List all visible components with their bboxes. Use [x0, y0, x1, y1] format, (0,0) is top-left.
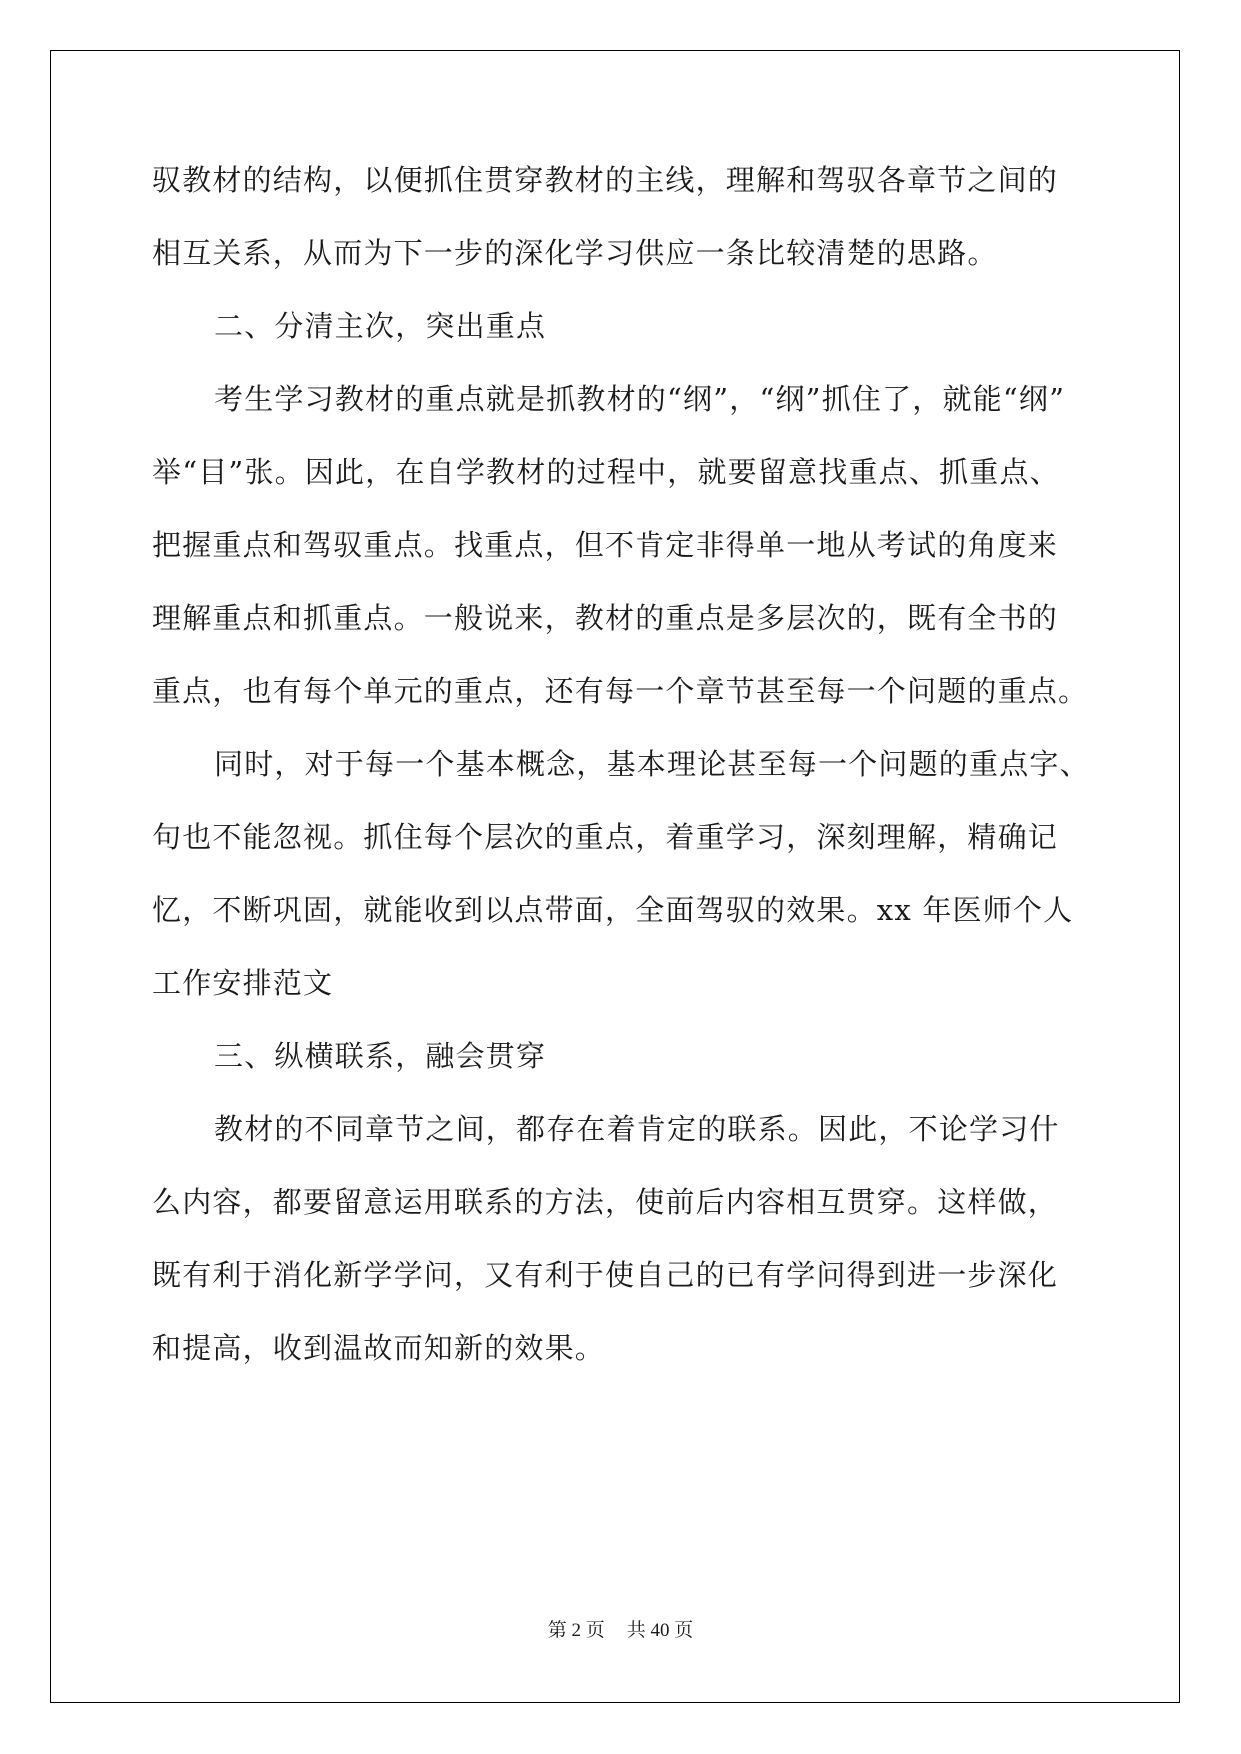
- body-line: 工作安排范文: [152, 966, 334, 1000]
- body-line: 同时，对于每一个基本概念，基本理论甚至每一个问题的重点字、: [214, 747, 1090, 781]
- body-line: 举“目”张。因此，在自学教材的过程中，就要留意找重点、抓重点、: [152, 455, 1060, 489]
- body-line: 把握重点和驾驭重点。找重点，但不肯定非得单一地从考试的角度来: [152, 528, 1059, 562]
- body-line: 么内容，都要留意运用联系的方法，使前后内容相互贯穿。这样做，: [152, 1185, 1059, 1219]
- total-pages: 共 40 页: [626, 1620, 694, 1641]
- page-footer: [0, 1615, 1241, 1642]
- body-line: 教材的不同章节之间，都存在着肯定的联系。因此，不论学习什: [214, 1112, 1060, 1146]
- section-heading: 三、纵横联系，融会贯穿: [214, 1039, 547, 1073]
- body-line: 既有利于消化新学学问，又有利于使自己的已有学问得到进一步深化: [152, 1258, 1059, 1292]
- body-line: 忆，不断巩固，就能收到以点带面，全面驾驭的效果。xx 年医师个人: [152, 893, 1074, 927]
- page-number: 第 2 页: [547, 1620, 605, 1641]
- body-line: 考生学习教材的重点就是抓教材的“纲”，“纲”抓住了，就能“纲”: [214, 382, 1066, 416]
- page-border: [50, 50, 1180, 1703]
- body-line: 理解重点和抓重点。一般说来，教材的重点是多层次的，既有全书的: [152, 601, 1059, 635]
- body-line: 重点，也有每个单元的重点，还有每一个章节甚至每一个问题的重点。: [152, 674, 1089, 708]
- section-heading: 二、分清主次，突出重点: [214, 309, 547, 343]
- body-line: 句也不能忽视。抓住每个层次的重点，着重学习，深刻理解，精确记: [152, 820, 1059, 854]
- body-line: 和提高，收到温故而知新的效果。: [152, 1331, 606, 1365]
- body-line: 驭教材的结构，以便抓住贯穿教材的主线，理解和驾驭各章节之间的: [152, 163, 1059, 197]
- body-line: 相互关系，从而为下一步的深化学习供应一条比较清楚的思路。: [152, 236, 998, 270]
